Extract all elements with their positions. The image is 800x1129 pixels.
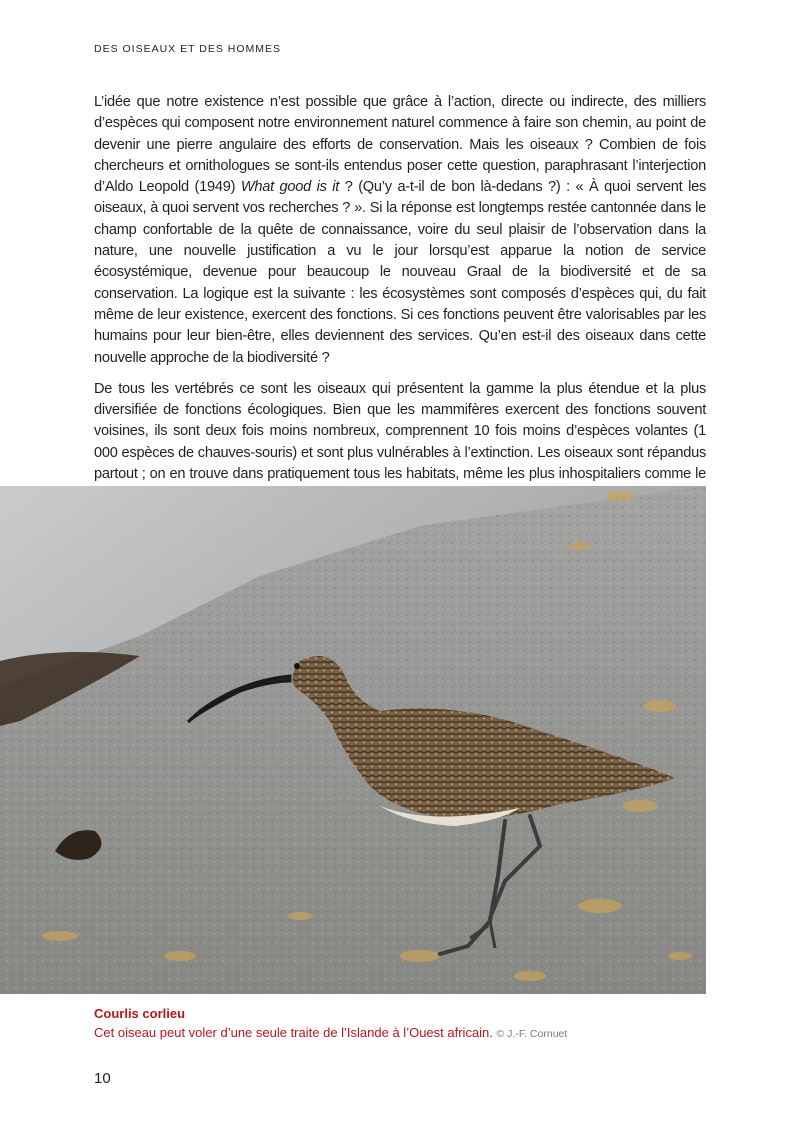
caption-text: Cet oiseau peut voler d’une seule traite de l’Islande à l’Ouest africain. (94, 1025, 493, 1040)
leopold-quote: What good is it (240, 179, 340, 196)
paragraph-1-part-a: L’idée que notre existence n’est possible que grâce à l’action, directe ou indirecte, des milliers d’espèces qui composent notre environnement naturel commence à faire son chemin, au point de devenir une pierre angulaire des efforts de conservation. Mais les oiseaux ? Combien de fois chercheurs et ornithologues se sont-ils entendus poser cette question, paraphrasant l’interjection d’Aldo Leopold (1949) (94, 94, 706, 196)
paragraph-1-part-b: ? (Qu’y a-t-il de bon là-dedans ?) : « À quoi servent les oiseaux, à quoi servent vos recherches ? ». Si la réponse est longtemps restée cantonnée dans le champ confortable de la quête de connaissance, voire du seul plaisir de l’observation dans la nature, une nouvelle justification a vu le jour lorsqu’est apparue la notion de service écosystémique, devenue pour beaucoup le nouveau Graal de la biodiversité et de sa conservation. La logique est la suivante : les écosystèmes sont composés d’espèces qui, du fait même de leur existence, exercent des fonctions. Si ces fonctions peuvent être valorisables par les humains pour leur bien-être, elles deviennent des services. Qu’en est-il des oiseaux dans cette nouvelle approche de la biodiversité ? (94, 179, 707, 366)
photo-caption (94, 1004, 714, 1044)
body-text (94, 92, 706, 538)
page-number: 10 (94, 1070, 111, 1087)
paragraph-1 (94, 92, 706, 369)
curlew-photo (0, 486, 706, 994)
paragraph-2: De tous les vertébrés ce sont les oiseaux qui présentent la gamme la plus étendue et la plus diversifiée de fonctions écologiques. Bien que les mammifères exercent des fonctions souvent voisines, ils sont deux fois moins nombreux, comprennent 10 fois moins d’espèces volantes (1 000 espèces de chauves-souris) et sont plus vulnérables à l’extinction. Les oiseaux sont répandus partout ; on en trouve dans pratiquement tous les habitats, même les plus inhospitaliers comme le (94, 380, 706, 483)
photo-credit: © J.-F. Cornuet (496, 1028, 568, 1040)
caption-title: Courlis corlieu (94, 1006, 186, 1021)
running-head: DES OISEAUX ET DES HOMMES (94, 43, 282, 55)
